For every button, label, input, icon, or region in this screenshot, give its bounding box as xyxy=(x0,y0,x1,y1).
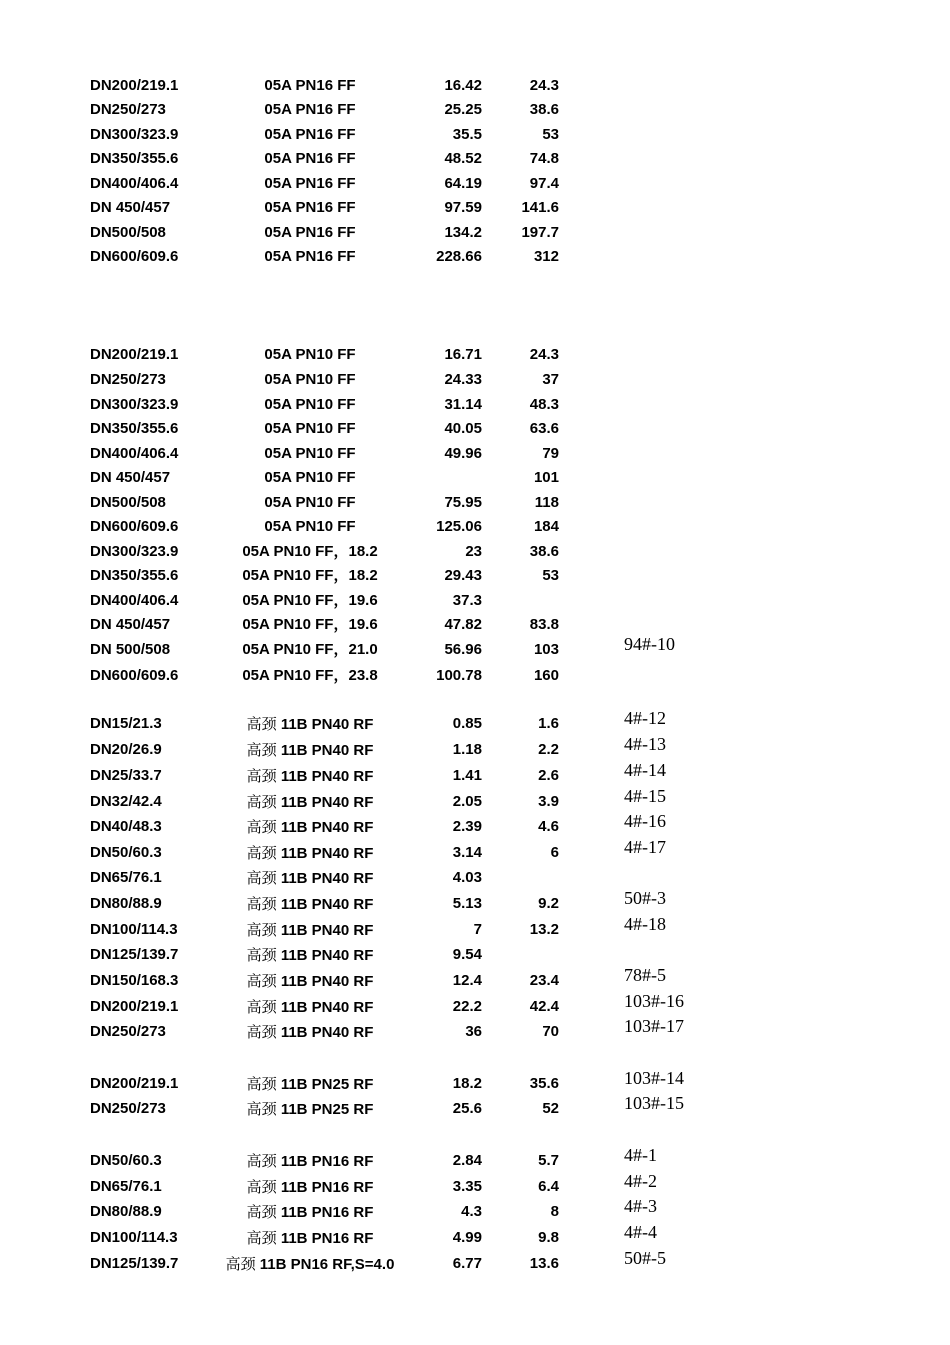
spec-text: 05A PN10 FF xyxy=(264,396,356,413)
table-row xyxy=(0,198,950,222)
size-cell: DN 450/457 xyxy=(90,616,171,633)
size-cell: DN15/21.3 xyxy=(90,715,162,732)
size-cell: DN250/273 xyxy=(90,1100,166,1117)
reference-cell: 4#-14 xyxy=(624,760,666,780)
value-1-cell: 16.71 xyxy=(444,346,482,363)
reference-cell: 4#-1 xyxy=(624,1145,657,1165)
table-row xyxy=(0,760,950,790)
value-2-cell: 13.6 xyxy=(529,1255,559,1272)
spec-cell xyxy=(200,1202,420,1223)
spec-cell xyxy=(200,370,420,390)
value-1-cell: 23 xyxy=(465,543,482,560)
value-2-cell: 6 xyxy=(550,844,559,861)
spec-cell xyxy=(200,714,420,735)
value-1-cell: 31.14 xyxy=(444,396,482,413)
value-1-cell: 37.3 xyxy=(452,592,482,609)
table-row xyxy=(0,1068,950,1098)
spec-prefix: 高颈 xyxy=(246,767,277,785)
spec-cell xyxy=(200,817,420,838)
value-1-cell: 125.06 xyxy=(436,518,482,535)
value-2-cell: 1.6 xyxy=(538,715,559,732)
size-cell: DN 500/508 xyxy=(90,641,171,658)
size-cell: DN65/76.1 xyxy=(90,869,162,886)
size-cell: DN600/609.6 xyxy=(90,248,179,265)
spec-prefix: 高颈 xyxy=(246,869,277,887)
spec-cell xyxy=(200,247,420,267)
size-cell: DN300/323.9 xyxy=(90,543,179,560)
reference-cell: 103#-15 xyxy=(624,1093,684,1113)
size-cell: DN200/219.1 xyxy=(90,998,179,1015)
spec-prefix: 高颈 xyxy=(246,715,277,733)
spec-cell xyxy=(200,1151,420,1172)
spec-cell xyxy=(200,894,420,915)
table-row xyxy=(0,811,950,841)
reference-cell: 4#-12 xyxy=(624,708,666,728)
spec-text: 05A PN16 FF xyxy=(264,77,356,94)
spec-cell xyxy=(200,792,420,813)
size-cell: DN32/42.4 xyxy=(90,793,162,810)
value-2-cell: 42.4 xyxy=(529,998,559,1015)
value-2-cell: 101 xyxy=(533,469,559,486)
value-1-cell: 48.52 xyxy=(444,150,482,167)
table-row xyxy=(0,1016,950,1046)
size-cell: DN 450/457 xyxy=(90,199,171,216)
spec-cell xyxy=(200,1099,420,1120)
spec-prefix: 高颈 xyxy=(246,972,277,990)
spec-text: 05A PN10 FF xyxy=(264,518,356,535)
size-cell: DN250/273 xyxy=(90,101,166,118)
value-1-cell: 47.82 xyxy=(444,616,482,633)
value-2-cell: 160 xyxy=(533,667,559,684)
spec-cell xyxy=(200,198,420,218)
size-cell: DN500/508 xyxy=(90,224,166,241)
value-2-cell: 38.6 xyxy=(529,543,559,560)
spec-text: 05A PN10 FF，18.2 xyxy=(242,543,378,560)
spec-prefix: 高颈 xyxy=(246,1203,277,1221)
table-row xyxy=(0,1093,950,1123)
value-1-cell: 25.6 xyxy=(452,1100,482,1117)
reference-cell: 103#-17 xyxy=(624,1016,684,1036)
spec-cell xyxy=(200,1022,420,1043)
value-1-cell: 228.66 xyxy=(436,248,482,265)
value-2-cell: 8 xyxy=(550,1203,559,1220)
table-row xyxy=(0,395,950,419)
table-row xyxy=(0,734,950,764)
spec-prefix: 高颈 xyxy=(246,818,277,836)
value-1-cell: 16.42 xyxy=(444,77,482,94)
spec-text: 11B PN40 RF xyxy=(280,870,374,887)
spec-text: 05A PN16 FF xyxy=(264,126,356,143)
spec-text: 05A PN16 FF xyxy=(264,101,356,118)
table-row xyxy=(0,1196,950,1226)
table-row xyxy=(0,493,950,517)
value-2-cell: 23.4 xyxy=(529,972,559,989)
size-cell: DN80/88.9 xyxy=(90,895,162,912)
spec-text: 11B PN40 RF xyxy=(280,794,374,811)
value-2-cell: 9.2 xyxy=(538,895,559,912)
value-1-cell: 100.78 xyxy=(436,667,482,684)
value-1-cell: 29.43 xyxy=(444,567,482,584)
size-cell: DN250/273 xyxy=(90,1023,166,1040)
value-2-cell: 6.4 xyxy=(538,1178,559,1195)
spec-prefix: 高颈 xyxy=(225,1255,256,1273)
spec-cell xyxy=(200,419,420,439)
spec-cell xyxy=(200,740,420,761)
spec-text: 05A PN16 FF xyxy=(264,150,356,167)
table-row xyxy=(0,591,950,615)
reference-cell: 4#-15 xyxy=(624,786,666,806)
value-2-cell: 83.8 xyxy=(529,616,559,633)
value-1-cell: 1.41 xyxy=(452,767,482,784)
table-row xyxy=(0,1171,950,1201)
reference-cell: 4#-13 xyxy=(624,734,666,754)
spec-cell xyxy=(200,566,420,586)
spec-cell xyxy=(200,444,420,464)
value-2-cell: 74.8 xyxy=(529,150,559,167)
value-2-cell: 2.2 xyxy=(538,741,559,758)
size-cell: DN400/406.4 xyxy=(90,445,179,462)
spec-cell xyxy=(200,868,420,889)
spec-cell xyxy=(200,149,420,169)
value-1-cell: 12.4 xyxy=(452,972,482,989)
spec-text: 11B PN40 RF xyxy=(280,819,374,836)
spec-text: 11B PN40 RF xyxy=(280,1024,374,1041)
size-cell: DN200/219.1 xyxy=(90,1075,179,1092)
table-row xyxy=(0,566,950,590)
value-1-cell: 2.05 xyxy=(452,793,482,810)
value-2-cell: 24.3 xyxy=(529,77,559,94)
value-2-cell: 48.3 xyxy=(529,396,559,413)
value-2-cell: 5.7 xyxy=(538,1152,559,1169)
spec-text: 05A PN10 FF xyxy=(264,469,356,486)
spec-cell xyxy=(200,591,420,611)
spec-cell xyxy=(200,971,420,992)
value-2-cell: 38.6 xyxy=(529,101,559,118)
size-cell: DN100/114.3 xyxy=(90,1229,178,1246)
reference-cell: 103#-14 xyxy=(624,1068,684,1088)
size-cell: DN350/355.6 xyxy=(90,150,179,167)
value-2-cell: 103 xyxy=(533,641,559,658)
spec-cell xyxy=(200,945,420,966)
size-cell: DN25/33.7 xyxy=(90,767,162,784)
size-cell: DN150/168.3 xyxy=(90,972,179,989)
value-1-cell: 75.95 xyxy=(444,494,482,511)
value-2-cell: 35.6 xyxy=(529,1075,559,1092)
table-row xyxy=(0,149,950,173)
spec-prefix: 高颈 xyxy=(246,741,277,759)
spec-text: 05A PN16 FF xyxy=(264,175,356,192)
table-row xyxy=(0,247,950,271)
spec-cell xyxy=(200,100,420,120)
reference-cell: 4#-16 xyxy=(624,811,666,831)
spec-cell xyxy=(200,997,420,1018)
value-2-cell: 2.6 xyxy=(538,767,559,784)
spec-cell xyxy=(200,1254,420,1275)
value-1-cell: 49.96 xyxy=(444,445,482,462)
spec-prefix: 高颈 xyxy=(246,1178,277,1196)
reference-cell: 78#-5 xyxy=(624,965,666,985)
spec-text: 11B PN16 RF xyxy=(280,1230,374,1247)
spec-text: 05A PN10 FF xyxy=(264,420,356,437)
value-1-cell: 35.5 xyxy=(452,126,482,143)
size-cell: DN125/139.7 xyxy=(90,1255,179,1272)
value-1-cell: 1.18 xyxy=(452,741,482,758)
size-cell: DN20/26.9 xyxy=(90,741,162,758)
size-cell: DN200/219.1 xyxy=(90,77,179,94)
value-2-cell: 37 xyxy=(542,371,559,388)
value-1-cell: 36 xyxy=(465,1023,482,1040)
value-2-cell: 53 xyxy=(542,126,559,143)
value-1-cell: 4.3 xyxy=(461,1203,482,1220)
spec-prefix: 高颈 xyxy=(246,1229,277,1247)
spec-text: 05A PN16 FF xyxy=(264,199,356,216)
value-1-cell: 2.39 xyxy=(452,818,482,835)
value-2-cell: 197.7 xyxy=(521,224,559,241)
size-cell: DN350/355.6 xyxy=(90,567,179,584)
spec-cell xyxy=(200,395,420,415)
spec-cell xyxy=(200,640,420,660)
value-2-cell: 184 xyxy=(533,518,559,535)
value-1-cell: 3.35 xyxy=(452,1178,482,1195)
spec-text: 11B PN16 RF xyxy=(280,1179,374,1196)
value-2-cell: 141.6 xyxy=(521,199,559,216)
value-1-cell: 3.14 xyxy=(452,844,482,861)
table-row xyxy=(0,914,950,944)
reference-cell: 4#-3 xyxy=(624,1196,657,1216)
value-1-cell: 6.77 xyxy=(452,1255,482,1272)
value-2-cell: 118 xyxy=(534,494,559,511)
table-row xyxy=(0,125,950,149)
spec-text: 05A PN10 FF，21.0 xyxy=(242,641,378,658)
size-cell: DN40/48.3 xyxy=(90,818,162,835)
table-row xyxy=(0,419,950,443)
table-row xyxy=(0,444,950,468)
size-cell: DN65/76.1 xyxy=(90,1178,162,1195)
value-2-cell: 9.8 xyxy=(538,1229,559,1246)
size-cell: DN350/355.6 xyxy=(90,420,179,437)
table-row xyxy=(0,786,950,816)
value-2-cell: 63.6 xyxy=(529,420,559,437)
value-1-cell: 0.85 xyxy=(452,715,482,732)
spec-cell xyxy=(200,345,420,365)
spec-prefix: 高颈 xyxy=(246,998,277,1016)
value-1-cell: 5.13 xyxy=(452,895,482,912)
spec-text: 11B PN40 RF xyxy=(280,973,374,990)
spec-cell xyxy=(200,843,420,864)
spec-cell xyxy=(200,666,420,686)
reference-cell: 4#-18 xyxy=(624,914,666,934)
value-1-cell: 9.54 xyxy=(452,946,482,963)
table-row xyxy=(0,468,950,492)
spec-text: 05A PN10 FF xyxy=(264,371,356,388)
spec-prefix: 高颈 xyxy=(246,895,277,913)
size-cell: DN600/609.6 xyxy=(90,667,179,684)
size-cell: DN600/609.6 xyxy=(90,518,179,535)
table-row xyxy=(0,965,950,995)
spec-prefix: 高颈 xyxy=(246,921,277,939)
table-row xyxy=(0,666,950,690)
table-row xyxy=(0,76,950,100)
spec-prefix: 高颈 xyxy=(246,793,277,811)
spec-prefix: 高颈 xyxy=(246,844,277,862)
value-2-cell: 70 xyxy=(542,1023,559,1040)
value-1-cell: 22.2 xyxy=(452,998,482,1015)
value-1-cell: 24.33 xyxy=(444,371,482,388)
value-1-cell: 2.84 xyxy=(452,1152,482,1169)
size-cell: DN400/406.4 xyxy=(90,175,179,192)
spec-cell xyxy=(200,920,420,941)
size-cell: DN80/88.9 xyxy=(90,1203,162,1220)
spec-text: 11B PN25 RF xyxy=(280,1101,374,1118)
spec-cell xyxy=(200,468,420,488)
spec-prefix: 高颈 xyxy=(246,1100,277,1118)
spec-text: 05A PN10 FF xyxy=(264,494,356,511)
size-cell: DN250/273 xyxy=(90,371,166,388)
value-1-cell: 97.59 xyxy=(444,199,482,216)
spec-text: 11B PN40 RF xyxy=(280,922,374,939)
table-row xyxy=(0,991,950,1021)
spec-text: 05A PN10 FF，19.6 xyxy=(242,616,378,633)
spec-text: 11B PN40 RF xyxy=(280,845,374,862)
table-row xyxy=(0,345,950,369)
spec-text: 11B PN40 RF xyxy=(280,999,374,1016)
size-cell: DN400/406.4 xyxy=(90,592,179,609)
spec-cell xyxy=(200,766,420,787)
reference-cell: 4#-2 xyxy=(624,1171,657,1191)
spec-text: 05A PN10 FF，19.6 xyxy=(242,592,378,609)
value-1-cell: 7 xyxy=(473,921,482,938)
table-row xyxy=(0,888,950,918)
reference-cell: 50#-3 xyxy=(624,888,666,908)
spec-prefix: 高颈 xyxy=(246,1075,277,1093)
spec-cell xyxy=(200,174,420,194)
value-2-cell: 13.2 xyxy=(529,921,559,938)
spec-text: 11B PN40 RF xyxy=(280,716,374,733)
value-2-cell: 4.6 xyxy=(538,818,559,835)
reference-cell: 103#-16 xyxy=(624,991,684,1011)
table-row xyxy=(0,945,950,969)
value-2-cell: 53 xyxy=(542,567,559,584)
spec-cell xyxy=(200,615,420,635)
spec-text: 05A PN10 FF xyxy=(264,445,356,462)
spec-text: 11B PN40 RF xyxy=(280,742,374,759)
table-row xyxy=(0,100,950,124)
spec-cell xyxy=(200,125,420,145)
table-row xyxy=(0,837,950,867)
reference-cell: 4#-4 xyxy=(624,1222,657,1242)
size-cell: DN125/139.7 xyxy=(90,946,179,963)
table-row xyxy=(0,517,950,541)
spec-cell xyxy=(200,1177,420,1198)
value-1-cell: 40.05 xyxy=(444,420,482,437)
table-row xyxy=(0,370,950,394)
value-1-cell: 4.99 xyxy=(452,1229,482,1246)
spec-text: 11B PN40 RF xyxy=(280,768,374,785)
table-row xyxy=(0,1145,950,1175)
value-2-cell: 79 xyxy=(542,445,559,462)
value-2-cell: 312 xyxy=(533,248,559,265)
size-cell: DN300/323.9 xyxy=(90,396,179,413)
spec-prefix: 高颈 xyxy=(246,946,277,964)
value-1-cell: 64.19 xyxy=(444,175,482,192)
value-1-cell: 134.2 xyxy=(444,224,482,241)
spec-text: 11B PN16 RF,S=4.0 xyxy=(259,1256,395,1273)
value-1-cell: 18.2 xyxy=(452,1075,482,1092)
value-2-cell: 24.3 xyxy=(529,346,559,363)
table-row xyxy=(0,615,950,639)
spec-text: 11B PN16 RF xyxy=(280,1204,374,1221)
spec-prefix: 高颈 xyxy=(246,1023,277,1041)
table-row xyxy=(0,174,950,198)
spec-cell xyxy=(200,542,420,562)
spec-text: 05A PN10 FF，18.2 xyxy=(242,567,378,584)
table-row xyxy=(0,868,950,892)
reference-cell: 94#-10 xyxy=(624,634,675,654)
size-cell: DN100/114.3 xyxy=(90,921,178,938)
value-1-cell: 56.96 xyxy=(444,641,482,658)
table-row xyxy=(0,1248,950,1278)
spec-text: 11B PN40 RF xyxy=(280,896,374,913)
table-row xyxy=(0,634,950,664)
spec-cell xyxy=(200,76,420,96)
spec-text: 05A PN10 FF xyxy=(264,346,356,363)
value-2-cell: 3.9 xyxy=(538,793,559,810)
spec-cell xyxy=(200,1228,420,1249)
size-cell: DN50/60.3 xyxy=(90,844,162,861)
table-row xyxy=(0,223,950,247)
value-1-cell: 25.25 xyxy=(444,101,482,118)
size-cell: DN200/219.1 xyxy=(90,346,179,363)
table-row xyxy=(0,708,950,738)
spec-cell xyxy=(200,493,420,513)
spec-text: 05A PN16 FF xyxy=(264,248,356,265)
size-cell: DN 450/457 xyxy=(90,469,171,486)
value-2-cell: 97.4 xyxy=(529,175,559,192)
spec-prefix: 高颈 xyxy=(246,1152,277,1170)
size-cell: DN500/508 xyxy=(90,494,166,511)
spec-text: 11B PN40 RF xyxy=(280,947,374,964)
size-cell: DN50/60.3 xyxy=(90,1152,162,1169)
spec-cell xyxy=(200,1074,420,1095)
value-1-cell: 4.03 xyxy=(452,869,482,886)
table-row xyxy=(0,542,950,566)
spec-cell xyxy=(200,517,420,537)
table-row xyxy=(0,1222,950,1252)
spec-cell xyxy=(200,223,420,243)
size-cell: DN300/323.9 xyxy=(90,126,179,143)
spec-text: 11B PN25 RF xyxy=(280,1076,374,1093)
spec-text: 05A PN10 FF，23.8 xyxy=(242,667,378,684)
value-2-cell: 52 xyxy=(542,1100,559,1117)
spec-text: 05A PN16 FF xyxy=(264,224,356,241)
reference-cell: 4#-17 xyxy=(624,837,666,857)
spec-text: 11B PN16 RF xyxy=(280,1153,374,1170)
reference-cell: 50#-5 xyxy=(624,1248,666,1268)
